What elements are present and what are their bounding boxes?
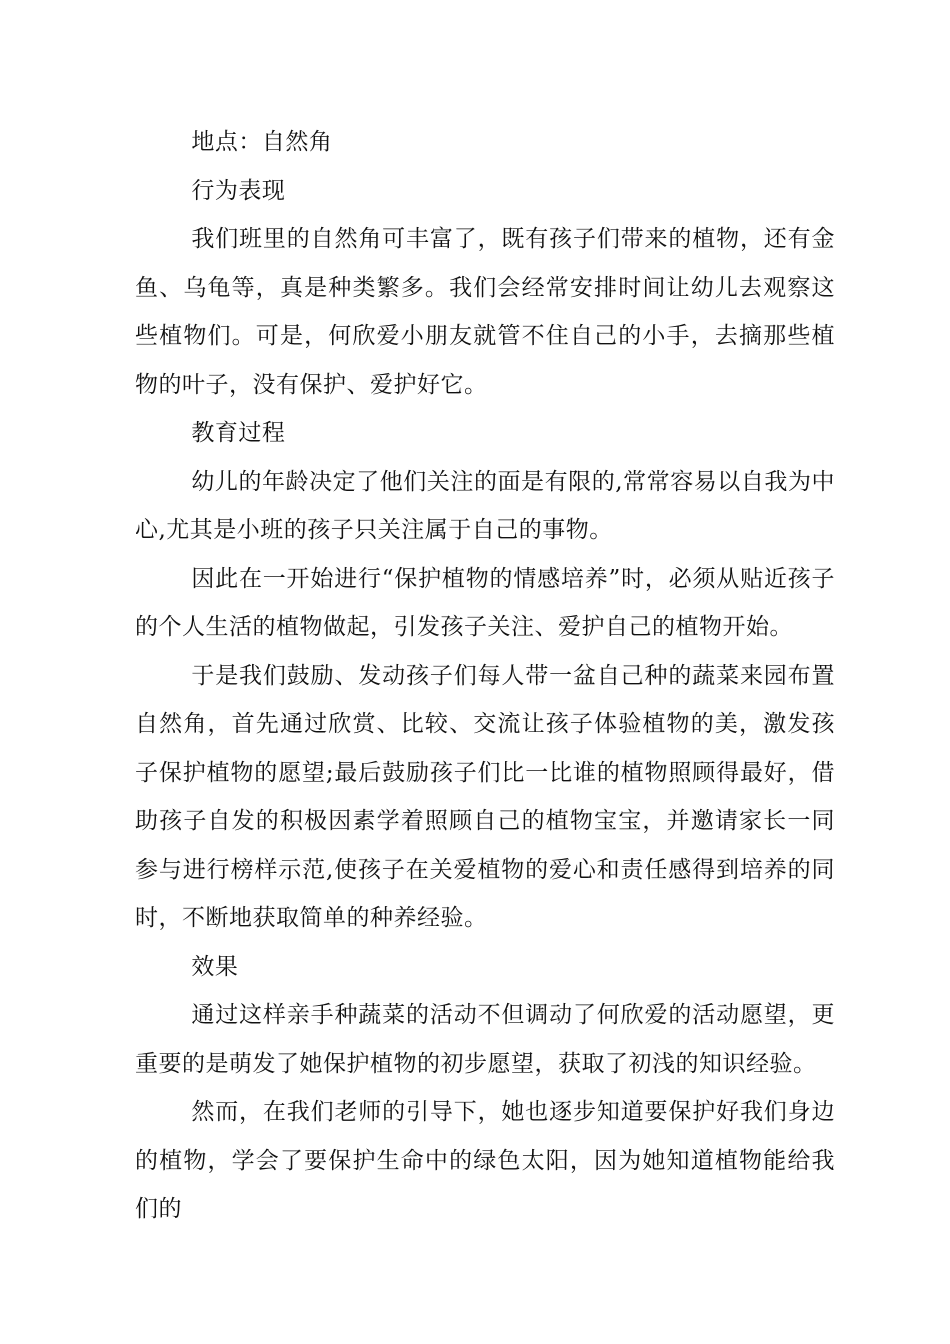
paragraph-behavior: 我们班里的自然角可丰富了，既有孩子们带来的植物，还有金鱼、乌龟等，真是种类繁多。我们会经常安排时间让幼儿去观察这些植物们。可是，何欣爱小朋友就管不住自己的小手，去摘那些植物的叶子，没有保护、爱护好它。 (135, 226, 835, 398)
heading-effect: 效果 (191, 953, 239, 980)
document-body (135, 118, 835, 1234)
paragraph-education-2: 因此在一开始进行“保护植物的情感培养”时，必须从贴近孩子的个人生活的植物做起，引发孩子关注、爱护自己的植物开始。 (135, 565, 835, 640)
paragraph-effect-1: 通过这样亲手种蔬菜的活动不但调动了何欣爱的活动愿望，更重要的是萌发了她保护植物的初步愿望，获取了初浅的知识经验。 (135, 1002, 835, 1077)
heading-education-process: 教育过程 (191, 420, 286, 446)
paragraph-effect-2: 然而，在我们老师的引导下，她也逐步知道要保护好我们身边的植物，学会了要保护生命中的绿色太阳，因为她知道植物能给我们的 (135, 1099, 835, 1222)
paragraph-education-1: 幼儿的年龄决定了他们关注的面是有限的,常常容易以自我为中心,尤其是小班的孩子只关注属于自己的事物。 (135, 468, 835, 543)
paragraph-education-3: 于是我们鼓励、发动孩子们每人带一盆自己种的蔬菜来园布置自然角，首先通过欣赏、比较、交流让孩子体验植物的美，激发孩子保护植物的愿望;最后鼓励孩子们比一比谁的植物照顾得最好，借助孩子自发的积极因素学着照顾自己的植物宝宝，并邀请家长一同参与进行榜样示范,使孩子在关爱植物的爱心和责任感得到培养的同时，不断地获取简单的种养经验。 (135, 662, 835, 931)
heading-behavior: 行为表现 (191, 177, 286, 204)
paragraph-location: 地点：自然角 (191, 129, 333, 155)
